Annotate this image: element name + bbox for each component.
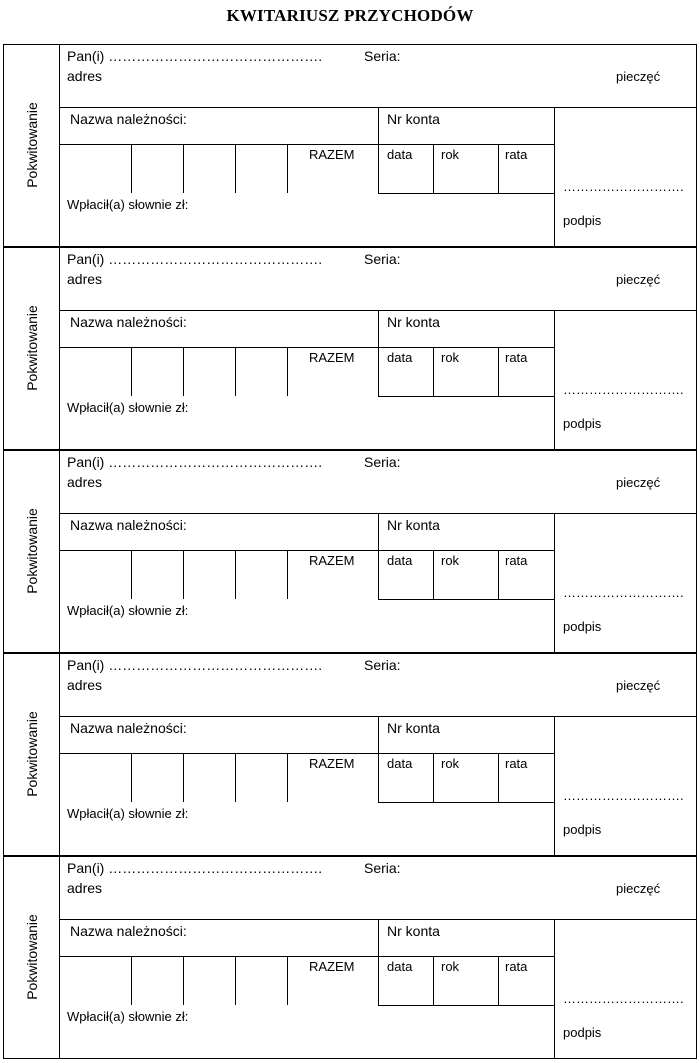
year-divider <box>498 753 499 802</box>
date-divider <box>433 753 434 802</box>
account-number-label: Nr konta <box>387 923 440 939</box>
amount-divider-3 <box>235 550 236 599</box>
name-row-divider <box>59 956 554 957</box>
year-label: rok <box>441 350 460 365</box>
year-divider <box>498 144 499 193</box>
installment-label: rata <box>505 756 528 771</box>
account-divider <box>378 310 379 397</box>
amount-divider-4 <box>287 753 288 802</box>
side-label <box>4 248 59 449</box>
receipt-form <box>3 247 697 450</box>
date-label: data <box>387 959 413 974</box>
stamp-label: pieczęć <box>616 69 661 84</box>
stamp-label: pieczęć <box>616 475 661 490</box>
date-label: data <box>387 350 413 365</box>
page-title: KWITARIUSZ PRZYCHODÓW <box>226 6 474 25</box>
account-divider <box>378 513 379 600</box>
signature-label: podpis <box>563 213 602 228</box>
signature-dots: ………………………. <box>563 585 684 600</box>
year-label: rok <box>441 959 460 974</box>
date-divider <box>433 144 434 193</box>
address-label: adres <box>67 880 103 896</box>
date-divider <box>433 550 434 599</box>
date-divider <box>433 347 434 396</box>
side-label-text: Pokwitowanie <box>24 914 40 1000</box>
amount-divider-2 <box>183 144 184 193</box>
signature-divider <box>554 107 555 246</box>
account-number-label: Nr konta <box>387 111 440 127</box>
side-label <box>4 451 59 652</box>
account-divider <box>378 716 379 803</box>
amount-divider-1 <box>131 144 132 193</box>
receipt-form <box>3 44 697 247</box>
amount-divider-4 <box>287 347 288 396</box>
payer-field[interactable] <box>67 454 322 470</box>
total-label: RAZEM <box>309 756 355 771</box>
installment-label: rata <box>505 553 528 568</box>
total-label: RAZEM <box>309 959 355 974</box>
payment-name-label: Nazwa należności: <box>70 720 187 736</box>
amount-divider-3 <box>235 144 236 193</box>
signature-label: podpis <box>563 1025 602 1040</box>
installment-label: rata <box>505 959 528 974</box>
date-row-bottom <box>378 599 554 600</box>
side-label <box>4 654 59 855</box>
payer-field[interactable] <box>67 48 322 64</box>
signature-dots: ………………………. <box>563 991 684 1006</box>
amount-divider-3 <box>235 347 236 396</box>
series-label: Seria: <box>364 251 401 267</box>
amount-divider-2 <box>183 550 184 599</box>
side-divider <box>59 654 60 855</box>
address-label: adres <box>67 474 103 490</box>
year-label: rok <box>441 756 460 771</box>
year-label: rok <box>441 147 460 162</box>
installment-label: rata <box>505 147 528 162</box>
account-divider <box>378 107 379 194</box>
side-label-text: Pokwitowanie <box>24 508 40 594</box>
stamp-label: pieczęć <box>616 272 661 287</box>
address-label: adres <box>67 271 103 287</box>
payer-dots: ………………………………………. <box>108 251 323 267</box>
account-number-label: Nr konta <box>387 720 440 736</box>
signature-dots: ………………………. <box>563 788 684 803</box>
signature-label: podpis <box>563 619 602 634</box>
date-divider <box>433 956 434 1005</box>
amount-divider-2 <box>183 956 184 1005</box>
installment-label: rata <box>505 350 528 365</box>
signature-divider <box>554 716 555 855</box>
receipt-form <box>3 856 697 1059</box>
payment-name-label: Nazwa należności: <box>70 111 187 127</box>
stamp-label: pieczęć <box>616 678 661 693</box>
signature-divider <box>554 513 555 652</box>
date-row-bottom <box>378 802 554 803</box>
side-label-text: Pokwitowanie <box>24 711 40 797</box>
payer-label: Pan(i) <box>67 860 105 876</box>
amount-divider-1 <box>131 956 132 1005</box>
side-label <box>4 857 59 1058</box>
side-divider <box>59 857 60 1058</box>
series-label: Seria: <box>364 860 401 876</box>
year-divider <box>498 550 499 599</box>
series-label: Seria: <box>364 657 401 673</box>
account-number-label: Nr konta <box>387 517 440 533</box>
series-label: Seria: <box>364 454 401 470</box>
amount-divider-3 <box>235 956 236 1005</box>
payment-name-label: Nazwa należności: <box>70 517 187 533</box>
receipt-form <box>3 450 697 653</box>
name-row-divider <box>59 550 554 551</box>
total-label: RAZEM <box>309 553 355 568</box>
account-number-label: Nr konta <box>387 314 440 330</box>
year-divider <box>498 347 499 396</box>
stamp-label: pieczęć <box>616 881 661 896</box>
payer-field[interactable] <box>67 860 322 876</box>
address-label: adres <box>67 677 103 693</box>
receipt-form <box>3 653 697 856</box>
amount-divider-4 <box>287 956 288 1005</box>
year-divider <box>498 956 499 1005</box>
date-row-bottom <box>378 1005 554 1006</box>
payer-label: Pan(i) <box>67 657 105 673</box>
signature-divider <box>554 919 555 1058</box>
paid-in-words-label: Wpłacił(a) słownie zł: <box>67 1009 189 1024</box>
date-label: data <box>387 147 413 162</box>
payment-name-label: Nazwa należności: <box>70 923 187 939</box>
date-label: data <box>387 756 413 771</box>
signature-label: podpis <box>563 416 602 431</box>
payer-label: Pan(i) <box>67 251 105 267</box>
paid-in-words-label: Wpłacił(a) słownie zł: <box>67 603 189 618</box>
side-divider <box>59 248 60 449</box>
total-label: RAZEM <box>309 147 355 162</box>
amount-divider-4 <box>287 550 288 599</box>
signature-label: podpis <box>563 822 602 837</box>
signature-dots: ………………………. <box>563 382 684 397</box>
side-divider <box>59 45 60 246</box>
side-divider <box>59 451 60 652</box>
amount-divider-2 <box>183 347 184 396</box>
payer-dots: ………………………………………. <box>108 454 323 470</box>
amount-divider-4 <box>287 144 288 193</box>
name-row-divider <box>59 347 554 348</box>
name-row-divider <box>59 753 554 754</box>
payer-dots: ………………………………………. <box>108 657 323 673</box>
date-label: data <box>387 553 413 568</box>
signature-divider <box>554 310 555 449</box>
account-divider <box>378 919 379 1006</box>
amount-divider-1 <box>131 753 132 802</box>
paid-in-words-label: Wpłacił(a) słownie zł: <box>67 197 189 212</box>
side-label-text: Pokwitowanie <box>24 102 40 188</box>
side-label-text: Pokwitowanie <box>24 305 40 391</box>
side-label <box>4 45 59 246</box>
series-label: Seria: <box>364 48 401 64</box>
year-label: rok <box>441 553 460 568</box>
payer-label: Pan(i) <box>67 454 105 470</box>
payment-name-label: Nazwa należności: <box>70 314 187 330</box>
amount-divider-1 <box>131 550 132 599</box>
signature-dots: ………………………. <box>563 179 684 194</box>
payer-label: Pan(i) <box>67 48 105 64</box>
paid-in-words-label: Wpłacił(a) słownie zł: <box>67 400 189 415</box>
payer-dots: ………………………………………. <box>108 48 323 64</box>
amount-divider-1 <box>131 347 132 396</box>
amount-divider-2 <box>183 753 184 802</box>
payer-dots: ………………………………………. <box>108 860 323 876</box>
payer-field[interactable] <box>67 657 322 673</box>
address-label: adres <box>67 68 103 84</box>
name-row-divider <box>59 144 554 145</box>
payer-field[interactable] <box>67 251 322 267</box>
amount-divider-3 <box>235 753 236 802</box>
total-label: RAZEM <box>309 350 355 365</box>
paid-in-words-label: Wpłacił(a) słownie zł: <box>67 806 189 821</box>
date-row-bottom <box>378 396 554 397</box>
date-row-bottom <box>378 193 554 194</box>
